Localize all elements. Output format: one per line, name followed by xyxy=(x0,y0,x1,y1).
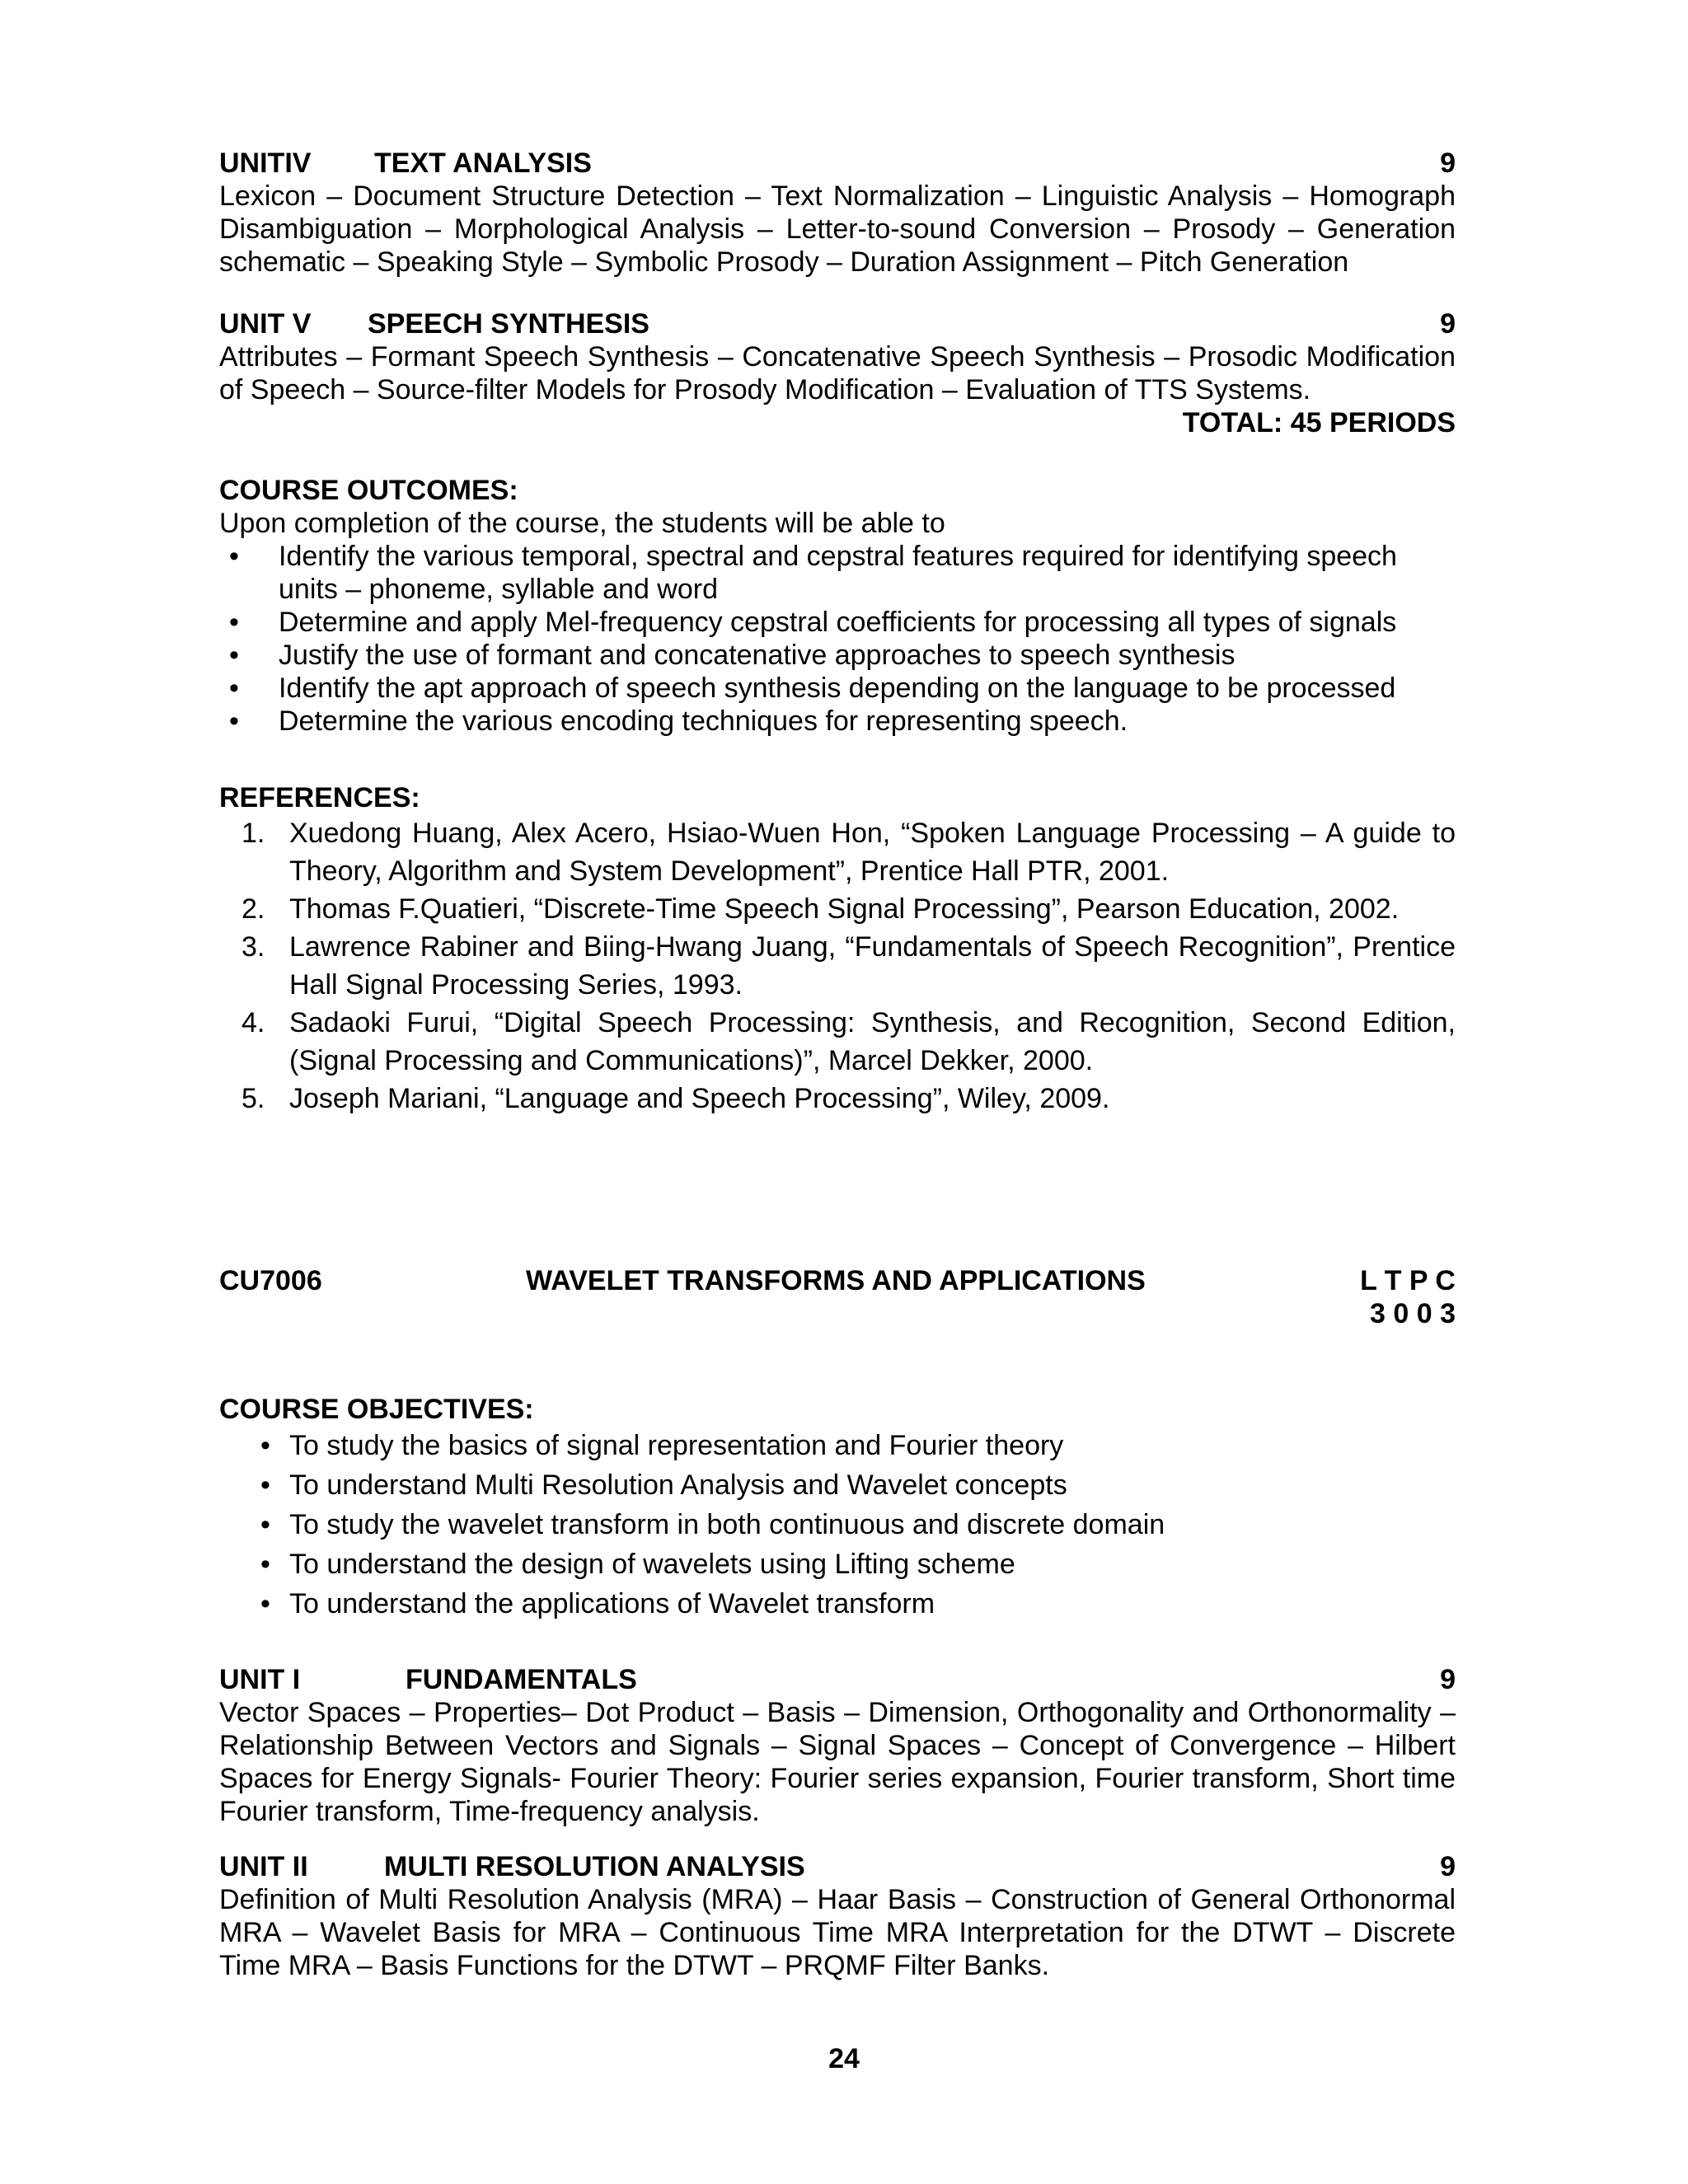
reference-item xyxy=(219,1080,1456,1118)
unit-1-title: FUNDAMENTALS xyxy=(406,1664,637,1695)
unit-4-code: UNITIV xyxy=(219,148,312,179)
ltpc-block xyxy=(1360,1264,1456,1330)
reference-text: Thomas F.Quatieri, “Discrete-Time Speech Signal Processing”, Pearson Education, 2002. xyxy=(289,893,1400,925)
bullet-icon: • xyxy=(229,673,239,704)
bullet-icon: • xyxy=(229,607,239,638)
reference-text: Sadaoki Furui, “Digital Speech Processing: Synthesis, and Recognition, Second Edition, (Signal Processing and Communications)”, Marcel Dekker, 2000. xyxy=(289,1007,1456,1076)
bullet-icon: • xyxy=(229,705,239,737)
reference-text: Joseph Mariani, “Language and Speech Processing”, Wiley, 2009. xyxy=(289,1083,1110,1114)
objective-text: To understand Multi Resolution Analysis and Wavelet concepts xyxy=(289,1469,1067,1501)
ltpc-values: 3 0 0 3 xyxy=(1370,1298,1456,1329)
outcome-item xyxy=(219,639,1456,672)
objective-item xyxy=(219,1544,1456,1584)
course-outcomes-intro: Upon completion of the course, the students will be able to xyxy=(219,508,945,539)
unit-4-hours: 9 xyxy=(1440,148,1456,179)
references-heading: REFERENCES: xyxy=(219,782,420,813)
reference-item xyxy=(219,1004,1456,1080)
unit-2-content: Definition of Multi Resolution Analysis (MRA) – Haar Basis – Construction of General Orthonormal MRA – Wavelet Basis for MRA – Continuous Time MRA Interpretation for the DTWT – Discrete Time MRA – Basis Functions for the DTWT – PRQMF Filter Banks. xyxy=(219,1884,1456,1981)
reference-text: Lawrence Rabiner and Biing-Hwang Juang, “Fundamentals of Speech Recognition”, Prentice Hall Signal Processing Series, 1993. xyxy=(289,931,1456,1001)
course-outcomes-list xyxy=(219,540,1456,738)
objective-text: To understand the design of wavelets using Lifting scheme xyxy=(289,1549,1015,1580)
bullet-icon: • xyxy=(260,1469,270,1501)
objective-item xyxy=(219,1465,1456,1505)
outcome-text: Justify the use of formant and concatenative approaches to speech synthesis xyxy=(279,640,1236,671)
objective-text: To study the basics of signal representation and Fourier theory xyxy=(289,1430,1064,1461)
unit-5-section xyxy=(219,307,1456,439)
unit-2-title: MULTI RESOLUTION ANALYSIS xyxy=(384,1851,805,1882)
unit-4-section xyxy=(219,147,1456,279)
course-title: WAVELET TRANSFORMS AND APPLICATIONS xyxy=(526,1265,1146,1296)
bullet-icon: • xyxy=(229,640,239,671)
reference-item xyxy=(219,928,1456,1004)
reference-number: 2. xyxy=(241,893,265,925)
outcome-item xyxy=(219,672,1456,705)
outcome-item xyxy=(219,705,1456,738)
unit-1-hours: 9 xyxy=(1440,1664,1456,1695)
unit-2-code: UNIT II xyxy=(219,1851,308,1882)
unit-1-code: UNIT I xyxy=(219,1664,301,1695)
reference-text: Xuedong Huang, Alex Acero, Hsiao-Wuen Hon, “Spoken Language Processing – A guide to Theory, Algorithm and System Development”, Prentice Hall PTR, 2001. xyxy=(289,818,1456,887)
bullet-icon: • xyxy=(260,1588,270,1619)
unit-4-content: Lexicon – Document Structure Detection – Text Normalization – Linguistic Analysis – Homograph Disambiguation – Morphological Analysis – Letter-to-sound Conversion – Prosody – Generation schematic – Speaking Style – Symbolic Prosody – Duration Assignment – Pitch Generation xyxy=(219,180,1456,278)
reference-number: 1. xyxy=(241,818,265,849)
unit-2-section xyxy=(219,1850,1456,1982)
objective-item xyxy=(219,1584,1456,1624)
total-periods: TOTAL: 45 PERIODS xyxy=(1182,407,1456,438)
bullet-icon: • xyxy=(260,1430,270,1461)
course-objectives-heading: COURSE OBJECTIVES: xyxy=(219,1394,534,1425)
course-outcomes-heading: COURSE OUTCOMES: xyxy=(219,475,518,506)
references-section xyxy=(219,781,1456,1118)
course-outcomes-section xyxy=(219,474,1456,738)
references-list xyxy=(219,814,1456,1118)
unit-2-header xyxy=(219,1850,1456,1883)
outcome-text: Determine and apply Mel-frequency cepstral coefficients for processing all types of signals xyxy=(279,607,1397,638)
unit-1-header xyxy=(219,1663,1456,1696)
unit-4-header xyxy=(219,147,1456,180)
reference-number: 4. xyxy=(241,1007,265,1038)
unit-4-title: TEXT ANALYSIS xyxy=(374,148,592,179)
course-header xyxy=(219,1264,1456,1338)
unit-5-content: Attributes – Formant Speech Synthesis – Concatenative Speech Synthesis – Prosodic Modification of Speech – Source-filter Models for Prosody Modification – Evaluation of TTS Systems. xyxy=(219,341,1456,405)
outcome-text: Determine the various encoding techniques for representing speech. xyxy=(279,705,1128,737)
bullet-icon: • xyxy=(229,541,239,572)
unit-5-header xyxy=(219,307,1456,340)
outcome-text: Identify the various temporal, spectral and cepstral features required for identifying speech units – phoneme, syllable and word xyxy=(279,541,1397,605)
course-objectives-section xyxy=(219,1393,1456,1624)
outcome-item xyxy=(219,540,1456,606)
unit-1-section xyxy=(219,1663,1456,1828)
page-number: 24 xyxy=(828,2043,860,2074)
course-objectives-list xyxy=(219,1426,1456,1624)
reference-item xyxy=(219,814,1456,890)
outcome-text: Identify the apt approach of speech synthesis depending on the language to be processed xyxy=(279,673,1396,704)
objective-item xyxy=(219,1505,1456,1544)
reference-number: 3. xyxy=(241,931,265,963)
objective-text: To study the wavelet transform in both continuous and discrete domain xyxy=(289,1509,1165,1540)
unit-5-title: SPEECH SYNTHESIS xyxy=(368,308,649,340)
objective-item xyxy=(219,1426,1456,1465)
objective-text: To understand the applications of Wavelet transform xyxy=(289,1588,935,1619)
unit-5-code: UNIT V xyxy=(219,308,312,340)
course-code: CU7006 xyxy=(219,1265,322,1296)
bullet-icon: • xyxy=(260,1509,270,1540)
bullet-icon: • xyxy=(260,1549,270,1580)
unit-5-hours: 9 xyxy=(1440,308,1456,340)
unit-2-hours: 9 xyxy=(1440,1851,1456,1882)
outcome-item xyxy=(219,606,1456,639)
unit-1-content: Vector Spaces – Properties– Dot Product – Basis – Dimension, Orthogonality and Orthonormality – Relationship Between Vectors and Signals – Signal Spaces – Concept of Convergence – Hilbert Spaces for Energy Signals- Fourier Theory: Fourier series expansion, Fourier transform, Short time Fourier transform, Time-frequency analysis. xyxy=(219,1697,1456,1827)
reference-number: 5. xyxy=(241,1083,265,1114)
ltpc-label: L T P C xyxy=(1360,1265,1456,1296)
reference-item xyxy=(219,890,1456,928)
